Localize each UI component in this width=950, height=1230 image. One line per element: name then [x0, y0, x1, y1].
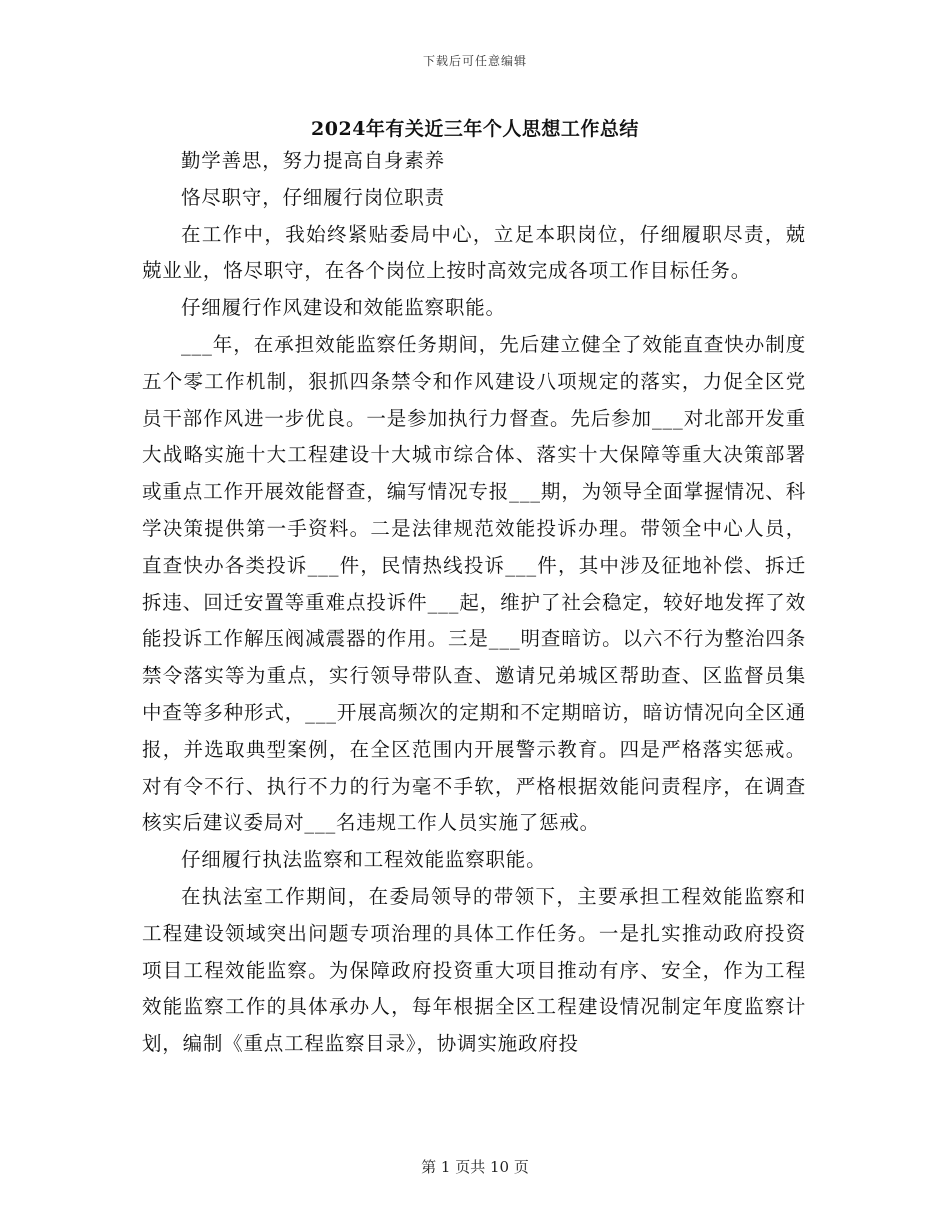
paragraph: 仔细履行作风建设和效能监察职能。	[181, 296, 506, 320]
header-note: 下载后可任意编辑	[422, 54, 527, 68]
paragraph: 勤学善思，努力提高自身素养	[181, 149, 445, 172]
paragraph: 仔细履行执法监察和工程效能监察职能。	[181, 848, 547, 872]
paragraph: 在执法室工作期间，在委局领导的带领下，主要承担工程效能监察和工程建设领域突出问题专项治理的具体工作任务。一是扎实推动政府投资项目工程效能监察。为保障政府投资重大项目推动有序、安全，作为工程效能监察工作的具体承办人，每年根据全区工程建设情况制定年度监察计划，编制《重点工程监察目录》，协调实施政府投	[142, 884, 806, 1056]
paragraph: ___年，在承担效能监察任务期间，先后建立健全了效能直查快办制度五个零工作机制，狠抓四条禁令和作风建设八项规定的落实，力促全区党员干部作风进一步优良。一是参加执行力督查。先后参加___对北部开发重大战略实施十大工程建设十大城市综合体、落实十大保障等重大决策部署或重点工作开展效能督查，编写情况专报___期，为领导全面掌握情况、科学决策提供第一手资料。二是法律规范效能投诉办理。带领全中心人员，直查快办各类投诉___件，民情热线投诉___件，其中涉及征地补偿、拆迁拆违、回迁安置等重难点投诉件___起，维护了社会稳定，较好地发挥了效能投诉工作解压阀减震器的作用。三是___明查暗访。以六不行为整治四条禁令落实等为重点，实行领导带队查、邀请兄弟城区帮助查、区监督员集中查等多种形式，___开展高频次的定期和不定期暗访，暗访情况向全区通报，并选取典型案例，在全区范围内开展警示教育。四是严格落实惩戒。对有令不行、执行不力的行为毫不手软，严格根据效能问责程序，在调查核实后建议委局对___名违规工作人员实施了惩戒。	[142, 332, 806, 835]
document-body	[142, 143, 806, 1063]
document-title: 2024年有关近三年个人思想工作总结	[311, 118, 639, 140]
paragraph: 恪尽职守，仔细履行岗位职责	[181, 185, 445, 209]
page-number: 第 1 页共 10 页	[421, 1158, 529, 1176]
paragraph: 在工作中，我始终紧贴委局中心，立足本职岗位，仔细履职尽责，兢兢业业，恪尽职守，在各个岗位上按时高效完成各项工作目标任务。	[142, 222, 806, 283]
